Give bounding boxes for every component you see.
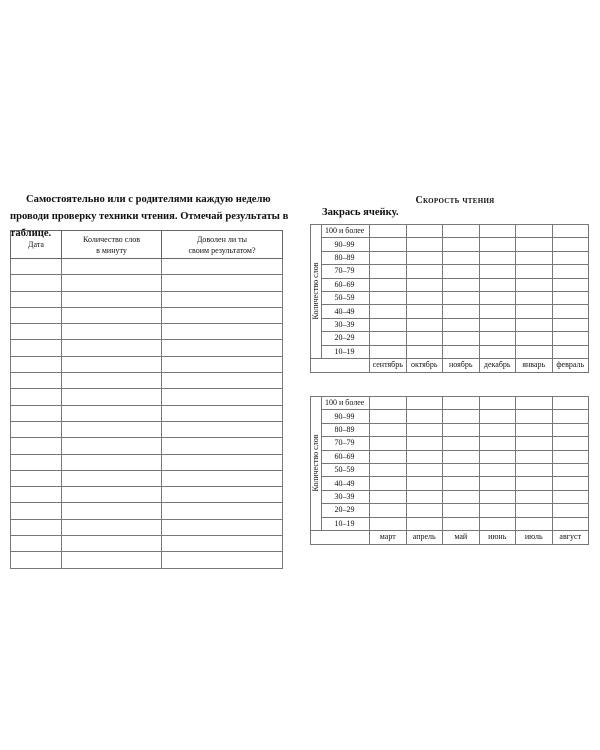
grid2-cell[interactable] [370, 517, 407, 530]
log-row [11, 259, 283, 275]
grid1-range-row [311, 278, 589, 291]
log-row [11, 307, 283, 323]
grid2-cell[interactable] [552, 450, 589, 463]
log-cell-date[interactable] [11, 503, 62, 519]
y-axis-label-text: Количество слов [311, 434, 320, 492]
grid1-cell[interactable] [516, 332, 553, 345]
log-cell-date[interactable] [11, 405, 62, 421]
log-row [11, 536, 283, 552]
grid1-cell[interactable] [370, 332, 407, 345]
log-cell-words[interactable] [62, 275, 162, 291]
grid1-cell[interactable] [552, 332, 589, 345]
log-cell-date[interactable] [11, 340, 62, 356]
log-cell-date[interactable] [11, 275, 62, 291]
grid2-cell[interactable] [552, 397, 589, 410]
grid2-cell[interactable] [443, 437, 480, 450]
log-cell-words[interactable] [62, 519, 162, 535]
grid1-cell[interactable] [552, 265, 589, 278]
grid2-cell[interactable] [370, 504, 407, 517]
grid1-cell[interactable] [516, 238, 553, 251]
grid2-range-label: 50–59 [322, 463, 370, 476]
grid2-month-label: апрель [406, 530, 443, 544]
log-cell-words[interactable] [62, 324, 162, 340]
grid1-y-axis-label [311, 225, 322, 359]
grid1-cell[interactable] [406, 332, 443, 345]
log-cell-words[interactable] [62, 389, 162, 405]
log-cell-satisfied[interactable] [162, 356, 283, 372]
log-cell-satisfied[interactable] [162, 438, 283, 454]
grid2-cell[interactable] [370, 477, 407, 490]
log-cell-words[interactable] [62, 307, 162, 323]
log-cell-satisfied[interactable] [162, 454, 283, 470]
log-cell-satisfied[interactable] [162, 503, 283, 519]
grid2-cell[interactable] [406, 397, 443, 410]
log-row [11, 454, 283, 470]
log-cell-satisfied[interactable] [162, 307, 283, 323]
log-cell-satisfied[interactable] [162, 291, 283, 307]
grid2-cell[interactable] [552, 490, 589, 503]
log-cell-words[interactable] [62, 259, 162, 275]
grid1-cell[interactable] [516, 251, 553, 264]
grid1-cell[interactable] [552, 318, 589, 331]
speed-title: Скорость чтения [415, 195, 495, 206]
log-row [11, 552, 283, 568]
grid2-cell[interactable] [479, 410, 516, 423]
grid1-cell[interactable] [370, 251, 407, 264]
log-cell-date[interactable] [11, 454, 62, 470]
log-row [11, 519, 283, 535]
grid2-cell[interactable] [370, 463, 407, 476]
log-cell-date[interactable] [11, 356, 62, 372]
grid2-range-label: 20–29 [322, 504, 370, 517]
grid1-range-label: 90–99 [322, 238, 370, 251]
grid1-cell[interactable] [443, 265, 480, 278]
log-row [11, 470, 283, 486]
grid1-range-row [311, 238, 589, 251]
grid1-month-label: январь [516, 358, 553, 372]
grid2-cell[interactable] [406, 437, 443, 450]
grid2-cell[interactable] [516, 463, 553, 476]
grid2-cell[interactable] [406, 450, 443, 463]
grid1-cell[interactable] [479, 345, 516, 358]
grid2-cell[interactable] [516, 490, 553, 503]
grid1-cell[interactable] [479, 318, 516, 331]
grid1-cell[interactable] [479, 332, 516, 345]
grid2-range-label: 30–39 [322, 490, 370, 503]
grid2-month-label: июль [516, 530, 553, 544]
grid2-cell[interactable] [479, 437, 516, 450]
grid2-cell[interactable] [370, 437, 407, 450]
header-satisfied [162, 231, 283, 259]
log-cell-words[interactable] [62, 421, 162, 437]
grid1-cell[interactable] [443, 305, 480, 318]
grid1-cell[interactable] [370, 305, 407, 318]
grid2-cell[interactable] [406, 504, 443, 517]
grid1-cell[interactable] [406, 345, 443, 358]
log-cell-satisfied[interactable] [162, 536, 283, 552]
log-cell-date[interactable] [11, 389, 62, 405]
grid1-cell[interactable] [516, 278, 553, 291]
grid2-cell[interactable] [443, 504, 480, 517]
grid1-cell[interactable] [516, 318, 553, 331]
grid1-cell[interactable] [370, 291, 407, 304]
grid2-month-row-blank [311, 530, 370, 544]
grid1-range-row [311, 345, 589, 358]
grid1-cell[interactable] [443, 332, 480, 345]
grid2-cell[interactable] [406, 490, 443, 503]
log-row [11, 291, 283, 307]
grid1-cell[interactable] [370, 225, 407, 238]
log-cell-words[interactable] [62, 503, 162, 519]
grid1-cell[interactable] [479, 238, 516, 251]
grid1-cell[interactable] [479, 225, 516, 238]
grid2-cell[interactable] [552, 477, 589, 490]
grid1-cell[interactable] [443, 291, 480, 304]
grid2-range-label: 40–49 [322, 477, 370, 490]
header-date [11, 231, 62, 259]
grid2-range-label: 10–19 [322, 517, 370, 530]
log-cell-words[interactable] [62, 340, 162, 356]
log-row [11, 324, 283, 340]
grid2-range-row [311, 423, 589, 436]
grid1-month-label: ноябрь [443, 358, 480, 372]
log-cell-satisfied[interactable] [162, 519, 283, 535]
grid2-cell[interactable] [443, 490, 480, 503]
grid2-cell[interactable] [516, 410, 553, 423]
log-cell-date[interactable] [11, 470, 62, 486]
grid2-range-label: 70–79 [322, 437, 370, 450]
grid2-range-label: 100 и более [322, 397, 370, 410]
grid2-cell[interactable] [443, 463, 480, 476]
grid1-cell[interactable] [406, 265, 443, 278]
grid1-range-label: 80–89 [322, 251, 370, 264]
grid1-cell[interactable] [443, 345, 480, 358]
grid2-cell[interactable] [516, 437, 553, 450]
log-cell-date[interactable] [11, 373, 62, 389]
log-cell-satisfied[interactable] [162, 340, 283, 356]
speed-instruction: Закрась ячейку. [322, 207, 399, 218]
grid1-cell[interactable] [516, 305, 553, 318]
grid2-cell[interactable] [370, 450, 407, 463]
grid2-cell[interactable] [516, 477, 553, 490]
grid2-cell[interactable] [479, 477, 516, 490]
grid2-y-axis-label [311, 397, 322, 531]
grid1-range-row [311, 318, 589, 331]
grid1-range-row [311, 332, 589, 345]
log-cell-words[interactable] [62, 291, 162, 307]
grid2-cell[interactable] [516, 450, 553, 463]
log-cell-satisfied[interactable] [162, 259, 283, 275]
grid1-cell[interactable] [406, 278, 443, 291]
grid2-range-row [311, 437, 589, 450]
grid2-cell[interactable] [552, 504, 589, 517]
log-cell-words[interactable] [62, 373, 162, 389]
y-axis-label-text: Количество слов [311, 262, 320, 320]
log-row [11, 373, 283, 389]
log-cell-date[interactable] [11, 324, 62, 340]
grid1-cell[interactable] [370, 278, 407, 291]
log-cell-words[interactable] [62, 454, 162, 470]
grid1-range-row [311, 251, 589, 264]
grid2-cell[interactable] [479, 517, 516, 530]
grid1-month-label: декабрь [479, 358, 516, 372]
grid2-cell[interactable] [479, 504, 516, 517]
log-cell-words[interactable] [62, 536, 162, 552]
log-cell-date[interactable] [11, 536, 62, 552]
grid1-range-label: 50–59 [322, 291, 370, 304]
grid2-cell[interactable] [406, 463, 443, 476]
log-cell-words[interactable] [62, 470, 162, 486]
grid1-cell[interactable] [479, 265, 516, 278]
log-cell-words[interactable] [62, 552, 162, 568]
log-cell-satisfied[interactable] [162, 487, 283, 503]
grid2-range-row [311, 463, 589, 476]
speed-grid-spring-summer [310, 396, 589, 545]
grid1-cell[interactable] [552, 278, 589, 291]
grid1-range-row [311, 225, 589, 238]
grid1-range-label: 100 и более [322, 225, 370, 238]
grid1-cell[interactable] [406, 251, 443, 264]
grid1-range-row [311, 305, 589, 318]
grid1-cell[interactable] [443, 278, 480, 291]
grid2-cell[interactable] [516, 504, 553, 517]
grid1-cell[interactable] [406, 238, 443, 251]
grid2-cell[interactable] [443, 423, 480, 436]
log-cell-date[interactable] [11, 421, 62, 437]
grid2-month-label: май [443, 530, 480, 544]
grid1-range-label: 70–79 [322, 265, 370, 278]
grid2-cell[interactable] [516, 423, 553, 436]
grid2-cell[interactable] [552, 463, 589, 476]
grid1-cell[interactable] [370, 345, 407, 358]
speed-grid-autumn-winter [310, 224, 589, 373]
grid1-cell[interactable] [443, 251, 480, 264]
grid1-cell[interactable] [443, 238, 480, 251]
grid1-range-row [311, 265, 589, 278]
header-words-label: Количество слов в минуту [83, 234, 140, 255]
grid2-cell[interactable] [552, 410, 589, 423]
log-body [11, 259, 283, 569]
log-cell-date[interactable] [11, 259, 62, 275]
grid1-cell[interactable] [406, 225, 443, 238]
grid2-month-row [311, 530, 589, 544]
grid1-month-row [311, 358, 589, 372]
log-header-row [11, 231, 283, 259]
log-cell-words[interactable] [62, 487, 162, 503]
grid1-cell[interactable] [516, 225, 553, 238]
grid2-cell[interactable] [479, 490, 516, 503]
reading-log-table [10, 230, 283, 569]
grid2-range-row [311, 410, 589, 423]
grid1-cell[interactable] [516, 265, 553, 278]
grid2-cell[interactable] [479, 450, 516, 463]
grid1-cell[interactable] [406, 318, 443, 331]
grid2-cell[interactable] [406, 517, 443, 530]
grid1-range-label: 30–39 [322, 318, 370, 331]
grid2-cell[interactable] [552, 517, 589, 530]
grid1-cell[interactable] [406, 291, 443, 304]
header-satisfied-label: Доволен ли ты своим результатом? [188, 234, 256, 255]
grid2-cell[interactable] [443, 517, 480, 530]
grid2-cell[interactable] [370, 410, 407, 423]
log-row [11, 503, 283, 519]
log-row [11, 340, 283, 356]
log-row [11, 438, 283, 454]
grid2-cell[interactable] [406, 410, 443, 423]
grid2-range-label: 60–69 [322, 450, 370, 463]
grid1-range-label: 10–19 [322, 345, 370, 358]
grid2-month-label: август [552, 530, 589, 544]
log-cell-satisfied[interactable] [162, 324, 283, 340]
instruction-text: Самостоятельно или с родителями каждую неделю проводи проверку техники чтения. Отмечай результаты в таблице. [10, 194, 289, 239]
grid1-month-row-blank [311, 358, 370, 372]
grid2-cell[interactable] [516, 517, 553, 530]
grid1-range-label: 20–29 [322, 332, 370, 345]
log-cell-words[interactable] [62, 405, 162, 421]
grid1-cell[interactable] [479, 251, 516, 264]
log-row [11, 421, 283, 437]
grid2-cell[interactable] [443, 450, 480, 463]
grid1-range-row [311, 291, 589, 304]
log-cell-words[interactable] [62, 438, 162, 454]
grid1-cell[interactable] [370, 318, 407, 331]
grid1-month-label: сентябрь [370, 358, 407, 372]
grid2-cell[interactable] [406, 477, 443, 490]
grid2-cell[interactable] [443, 397, 480, 410]
grid1-cell[interactable] [479, 305, 516, 318]
grid1-cell[interactable] [552, 345, 589, 358]
log-cell-satisfied[interactable] [162, 552, 283, 568]
grid1-range-label: 40–49 [322, 305, 370, 318]
grid1-cell[interactable] [479, 291, 516, 304]
log-cell-satisfied[interactable] [162, 470, 283, 486]
grid1-cell[interactable] [516, 345, 553, 358]
grid1-cell[interactable] [552, 305, 589, 318]
grid2-month-label: март [370, 530, 407, 544]
grid2-cell[interactable] [479, 397, 516, 410]
grid1-month-label: февраль [552, 358, 589, 372]
log-cell-satisfied[interactable] [162, 389, 283, 405]
grid2-range-row [311, 504, 589, 517]
grid2-cell[interactable] [443, 477, 480, 490]
log-row [11, 389, 283, 405]
grid2-cell[interactable] [443, 410, 480, 423]
log-cell-date[interactable] [11, 307, 62, 323]
grid2-range-row [311, 477, 589, 490]
grid1-cell[interactable] [370, 238, 407, 251]
grid2-cell[interactable] [406, 423, 443, 436]
log-cell-date[interactable] [11, 552, 62, 568]
grid2-cell[interactable] [370, 490, 407, 503]
grid2-range-row [311, 397, 589, 410]
grid2-cell[interactable] [479, 423, 516, 436]
log-cell-date[interactable] [11, 519, 62, 535]
grid1-cell[interactable] [406, 305, 443, 318]
log-cell-satisfied[interactable] [162, 275, 283, 291]
grid1-cell[interactable] [370, 265, 407, 278]
log-cell-satisfied[interactable] [162, 421, 283, 437]
grid1-cell[interactable] [552, 238, 589, 251]
log-cell-date[interactable] [11, 487, 62, 503]
grid1-cell[interactable] [552, 291, 589, 304]
grid1-cell[interactable] [443, 318, 480, 331]
grid1-month-label: октябрь [406, 358, 443, 372]
log-cell-date[interactable] [11, 291, 62, 307]
grid1-cell[interactable] [552, 225, 589, 238]
grid1-cell[interactable] [443, 225, 480, 238]
log-cell-satisfied[interactable] [162, 405, 283, 421]
grid2-cell[interactable] [552, 437, 589, 450]
grid2-range-label: 80–89 [322, 423, 370, 436]
grid2-cell[interactable] [370, 397, 407, 410]
grid1-range-label: 60–69 [322, 278, 370, 291]
grid2-range-label: 90–99 [322, 410, 370, 423]
log-cell-satisfied[interactable] [162, 373, 283, 389]
header-date-label: Дата [28, 240, 44, 249]
log-row [11, 405, 283, 421]
grid1-cell[interactable] [516, 291, 553, 304]
log-cell-date[interactable] [11, 438, 62, 454]
grid2-cell[interactable] [370, 423, 407, 436]
log-row [11, 356, 283, 372]
grid2-cell[interactable] [552, 423, 589, 436]
grid1-cell[interactable] [552, 251, 589, 264]
grid2-cell[interactable] [516, 397, 553, 410]
log-row [11, 275, 283, 291]
grid2-range-row [311, 490, 589, 503]
grid1-cell[interactable] [479, 278, 516, 291]
log-cell-words[interactable] [62, 356, 162, 372]
grid2-cell[interactable] [479, 463, 516, 476]
log-row [11, 487, 283, 503]
header-words-per-minute [62, 231, 162, 259]
grid2-month-label: июнь [479, 530, 516, 544]
grid2-range-row [311, 450, 589, 463]
grid2-range-row [311, 517, 589, 530]
